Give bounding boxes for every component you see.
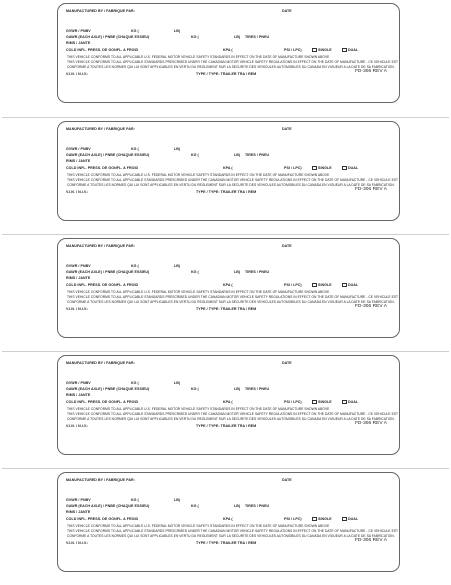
form-number: FD-306 REV A bbox=[354, 421, 387, 426]
vin-label: V.I.N. / N.I.V.: bbox=[66, 541, 89, 545]
kpa-label: KPA ( bbox=[223, 166, 233, 170]
form-number: FD-306 REV A bbox=[354, 187, 387, 192]
gvwr-label: GVWR / PNBV bbox=[66, 264, 91, 268]
date-label: DATE bbox=[282, 127, 292, 131]
tires-label: TIRES / PNEU bbox=[245, 153, 270, 157]
gvwr-kg-label: KG ( bbox=[131, 29, 139, 33]
date-label: DATE bbox=[282, 9, 292, 13]
label-strip bbox=[2, 234, 449, 346]
psi-label: PSI / LPC) bbox=[284, 48, 302, 52]
type-label: TYPE / TYPE: TRAILER TRA / REM bbox=[196, 424, 257, 428]
rims-label: RIMS / JANTE bbox=[66, 159, 91, 163]
gawr-kg-label: KG ( bbox=[191, 153, 199, 157]
gvwr-label: GVWR / PNBV bbox=[66, 147, 91, 151]
dual-checkbox[interactable] bbox=[342, 517, 347, 521]
tires-label: TIRES / PNEU bbox=[245, 504, 270, 508]
legal-text-canada: THIS VEHICLE CONFORMS TO ALL APPLICABLE STANDARDS PRESCRIBED UNDER THE CANADIAN MOTOR VEHICLE SAFETY REGULATIONS IN EFFECT ON THE DATE OF MANUFACTURE - CE VEHICULE EST bbox=[67, 295, 399, 299]
gvwr-lb-label: LB) bbox=[174, 264, 181, 268]
gvwr-kg-label: KG ( bbox=[131, 147, 139, 151]
legal-text-us: THIS VEHICLE CONFORMS TO ALL APPLICABLE U.S. FEDERAL MOTOR VEHICLE SAFETY STANDARDS IN EFFECT ON THE DATE OF MANUFACTURE SHOWN ABOVE bbox=[67, 173, 330, 177]
cold-inflation-label: COLD INFL. PRESS. DE GONFL. A FROID bbox=[66, 48, 139, 52]
dual-label: DUAL bbox=[348, 48, 359, 53]
rims-label: RIMS / JANTE bbox=[66, 393, 91, 397]
vehicle-certification-label bbox=[57, 3, 400, 103]
dual-checkbox-group bbox=[342, 48, 358, 53]
psi-label: PSI / LPC) bbox=[284, 283, 302, 287]
single-checkbox[interactable] bbox=[312, 166, 317, 170]
gawr-label: GAWR (EACH AXLE) / PNBE (CHAQUE ESSIEU) bbox=[66, 504, 150, 508]
cold-inflation-label: COLD INFL. PRESS. DE GONFL. A FROID bbox=[66, 166, 139, 170]
kpa-label: KPA ( bbox=[223, 517, 233, 521]
tires-label: TIRES / PNEU bbox=[245, 35, 270, 39]
gvwr-lb-label: LB) bbox=[174, 381, 181, 385]
single-checkbox-group bbox=[312, 400, 332, 405]
gvwr-label: GVWR / PNBV bbox=[66, 29, 91, 33]
single-label: SINGLE bbox=[318, 166, 332, 171]
single-label: SINGLE bbox=[318, 283, 332, 288]
manufactured-by-label: MANUFACTURED BY / FABRIQUE PAR: bbox=[66, 244, 135, 248]
single-checkbox-group bbox=[312, 166, 332, 171]
vin-label: V.I.N. / N.I.V.: bbox=[66, 190, 89, 194]
cold-inflation-label: COLD INFL. PRESS. DE GONFL. A FROID bbox=[66, 283, 139, 287]
dual-checkbox-group bbox=[342, 400, 358, 405]
vehicle-certification-label bbox=[57, 472, 400, 572]
psi-label: PSI / LPC) bbox=[284, 400, 302, 404]
dual-checkbox[interactable] bbox=[342, 283, 347, 287]
gawr-label: GAWR (EACH AXLE) / PNBE (CHAQUE ESSIEU) bbox=[66, 387, 150, 391]
gawr-lb-label: LB) bbox=[234, 387, 241, 391]
gawr-kg-label: KG ( bbox=[191, 35, 199, 39]
gawr-kg-label: KG ( bbox=[191, 270, 199, 274]
dual-checkbox-group bbox=[342, 166, 358, 171]
gvwr-kg-label: KG ( bbox=[131, 264, 139, 268]
gvwr-lb-label: LB) bbox=[174, 498, 181, 502]
form-number: FD-306 REV A bbox=[354, 304, 387, 309]
vin-label: V.I.N. / N.I.V.: bbox=[66, 72, 89, 76]
single-label: SINGLE bbox=[318, 517, 332, 522]
type-label: TYPE / TYPE: TRAILER TRA / REM bbox=[196, 190, 257, 194]
date-label: DATE bbox=[282, 361, 292, 365]
form-number: FD-306 REV A bbox=[354, 69, 387, 74]
type-label: TYPE / TYPE: TRAILER TRA / REM bbox=[196, 307, 257, 311]
manufactured-by-label: MANUFACTURED BY / FABRIQUE PAR: bbox=[66, 127, 135, 131]
single-checkbox-group bbox=[312, 517, 332, 522]
gvwr-label: GVWR / PNBV bbox=[66, 381, 91, 385]
legal-text-us: THIS VEHICLE CONFORMS TO ALL APPLICABLE U.S. FEDERAL MOTOR VEHICLE SAFETY STANDARDS IN EFFECT ON THE DATE OF MANUFACTURE SHOWN ABOVE bbox=[67, 55, 330, 59]
manufactured-by-label: MANUFACTURED BY / FABRIQUE PAR: bbox=[66, 478, 135, 482]
dual-label: DUAL bbox=[348, 166, 359, 171]
rims-label: RIMS / JANTE bbox=[66, 510, 91, 514]
dual-label: DUAL bbox=[348, 517, 359, 522]
kpa-label: KPA ( bbox=[223, 400, 233, 404]
form-number: FD-306 REV A bbox=[354, 538, 387, 543]
dual-checkbox-group bbox=[342, 517, 358, 522]
vehicle-certification-label bbox=[57, 355, 400, 455]
legal-text-french: CONFORME A TOUTES LES NORMES QUI LUI SONT APPLICABLES EN VERTU DU REGLEMENT SUR LA SECURITE DES VEHICULES AUTOMOBILES DU CANADA EN VIGUEUR A LA DATE DE SA FABRICATION. bbox=[67, 300, 395, 304]
gawr-kg-label: KG ( bbox=[191, 504, 199, 508]
gawr-lb-label: LB) bbox=[234, 35, 241, 39]
kpa-label: KPA ( bbox=[223, 283, 233, 287]
single-label: SINGLE bbox=[318, 48, 332, 53]
psi-label: PSI / LPC) bbox=[284, 517, 302, 521]
type-label: TYPE / TYPE: TRAILER TRA / REM bbox=[196, 72, 257, 76]
dual-label: DUAL bbox=[348, 400, 359, 405]
dual-checkbox[interactable] bbox=[342, 166, 347, 170]
cold-inflation-label: COLD INFL. PRESS. DE GONFL. A FROID bbox=[66, 400, 139, 404]
type-label: TYPE / TYPE: TRAILER TRA / REM bbox=[196, 541, 257, 545]
rims-label: RIMS / JANTE bbox=[66, 276, 91, 280]
label-strip bbox=[2, 117, 449, 229]
legal-text-canada: THIS VEHICLE CONFORMS TO ALL APPLICABLE STANDARDS PRESCRIBED UNDER THE CANADIAN MOTOR VEHICLE SAFETY REGULATIONS IN EFFECT ON THE DATE OF MANUFACTURE - CE VEHICULE EST bbox=[67, 178, 399, 182]
date-label: DATE bbox=[282, 478, 292, 482]
psi-label: PSI / LPC) bbox=[284, 166, 302, 170]
gawr-kg-label: KG ( bbox=[191, 387, 199, 391]
vehicle-certification-label bbox=[57, 121, 400, 221]
cold-inflation-label: COLD INFL. PRESS. DE GONFL. A FROID bbox=[66, 517, 139, 521]
legal-text-french: CONFORME A TOUTES LES NORMES QUI LUI SONT APPLICABLES EN VERTU DU REGLEMENT SUR LA SECURITE DES VEHICULES AUTOMOBILES DU CANADA EN VIGUEUR A LA DATE DE SA FABRICATION. bbox=[67, 417, 395, 421]
dual-checkbox[interactable] bbox=[342, 400, 347, 404]
gawr-lb-label: LB) bbox=[234, 270, 241, 274]
single-checkbox[interactable] bbox=[312, 517, 317, 521]
gawr-lb-label: LB) bbox=[234, 504, 241, 508]
gawr-label: GAWR (EACH AXLE) / PNBE (CHAQUE ESSIEU) bbox=[66, 270, 150, 274]
gawr-label: GAWR (EACH AXLE) / PNBE (CHAQUE ESSIEU) bbox=[66, 153, 150, 157]
label-strip bbox=[2, 468, 449, 580]
date-label: DATE bbox=[282, 244, 292, 248]
gvwr-kg-label: KG ( bbox=[131, 381, 139, 385]
gvwr-label: GVWR / PNBV bbox=[66, 498, 91, 502]
dual-label: DUAL bbox=[348, 283, 359, 288]
dual-checkbox[interactable] bbox=[342, 48, 347, 52]
single-checkbox-group bbox=[312, 48, 332, 53]
legal-text-us: THIS VEHICLE CONFORMS TO ALL APPLICABLE U.S. FEDERAL MOTOR VEHICLE SAFETY STANDARDS IN EFFECT ON THE DATE OF MANUFACTURE SHOWN ABOVE bbox=[67, 524, 330, 528]
single-checkbox[interactable] bbox=[312, 283, 317, 287]
legal-text-canada: THIS VEHICLE CONFORMS TO ALL APPLICABLE STANDARDS PRESCRIBED UNDER THE CANADIAN MOTOR VEHICLE SAFETY REGULATIONS IN EFFECT ON THE DATE OF MANUFACTURE - CE VEHICULE EST bbox=[67, 412, 399, 416]
kpa-label: KPA ( bbox=[223, 48, 233, 52]
legal-text-french: CONFORME A TOUTES LES NORMES QUI LUI SONT APPLICABLES EN VERTU DU REGLEMENT SUR LA SECURITE DES VEHICULES AUTOMOBILES DU CANADA EN VIGUEUR A LA DATE DE SA FABRICATION. bbox=[67, 65, 395, 69]
gvwr-lb-label: LB) bbox=[174, 29, 181, 33]
single-checkbox[interactable] bbox=[312, 48, 317, 52]
single-checkbox[interactable] bbox=[312, 400, 317, 404]
legal-text-canada: THIS VEHICLE CONFORMS TO ALL APPLICABLE STANDARDS PRESCRIBED UNDER THE CANADIAN MOTOR VEHICLE SAFETY REGULATIONS IN EFFECT ON THE DATE OF MANUFACTURE - CE VEHICULE EST bbox=[67, 529, 399, 533]
manufactured-by-label: MANUFACTURED BY / FABRIQUE PAR: bbox=[66, 361, 135, 365]
label-strip bbox=[2, 351, 449, 463]
legal-text-us: THIS VEHICLE CONFORMS TO ALL APPLICABLE U.S. FEDERAL MOTOR VEHICLE SAFETY STANDARDS IN EFFECT ON THE DATE OF MANUFACTURE SHOWN ABOVE bbox=[67, 407, 330, 411]
gvwr-lb-label: LB) bbox=[174, 147, 181, 151]
vehicle-certification-label bbox=[57, 238, 400, 338]
tires-label: TIRES / PNEU bbox=[245, 270, 270, 274]
vin-label: V.I.N. / N.I.V.: bbox=[66, 307, 89, 311]
single-label: SINGLE bbox=[318, 400, 332, 405]
manufactured-by-label: MANUFACTURED BY / FABRIQUE PAR: bbox=[66, 9, 135, 13]
gvwr-kg-label: KG ( bbox=[131, 498, 139, 502]
gawr-lb-label: LB) bbox=[234, 153, 241, 157]
rims-label: RIMS / JANTE bbox=[66, 41, 91, 45]
gawr-label: GAWR (EACH AXLE) / PNBE (CHAQUE ESSIEU) bbox=[66, 35, 150, 39]
dual-checkbox-group bbox=[342, 283, 358, 288]
legal-text-french: CONFORME A TOUTES LES NORMES QUI LUI SONT APPLICABLES EN VERTU DU REGLEMENT SUR LA SECURITE DES VEHICULES AUTOMOBILES DU CANADA EN VIGUEUR A LA DATE DE SA FABRICATION. bbox=[67, 183, 395, 187]
single-checkbox-group bbox=[312, 283, 332, 288]
legal-text-french: CONFORME A TOUTES LES NORMES QUI LUI SONT APPLICABLES EN VERTU DU REGLEMENT SUR LA SECURITE DES VEHICULES AUTOMOBILES DU CANADA EN VIGUEUR A LA DATE DE SA FABRICATION. bbox=[67, 534, 395, 538]
tires-label: TIRES / PNEU bbox=[245, 387, 270, 391]
vin-label: V.I.N. / N.I.V.: bbox=[66, 424, 89, 428]
legal-text-canada: THIS VEHICLE CONFORMS TO ALL APPLICABLE STANDARDS PRESCRIBED UNDER THE CANADIAN MOTOR VEHICLE SAFETY REGULATIONS IN EFFECT ON THE DATE OF MANUFACTURE - CE VEHICULE EST bbox=[67, 60, 399, 64]
legal-text-us: THIS VEHICLE CONFORMS TO ALL APPLICABLE U.S. FEDERAL MOTOR VEHICLE SAFETY STANDARDS IN EFFECT ON THE DATE OF MANUFACTURE SHOWN ABOVE bbox=[67, 290, 330, 294]
label-strip bbox=[2, 0, 449, 112]
